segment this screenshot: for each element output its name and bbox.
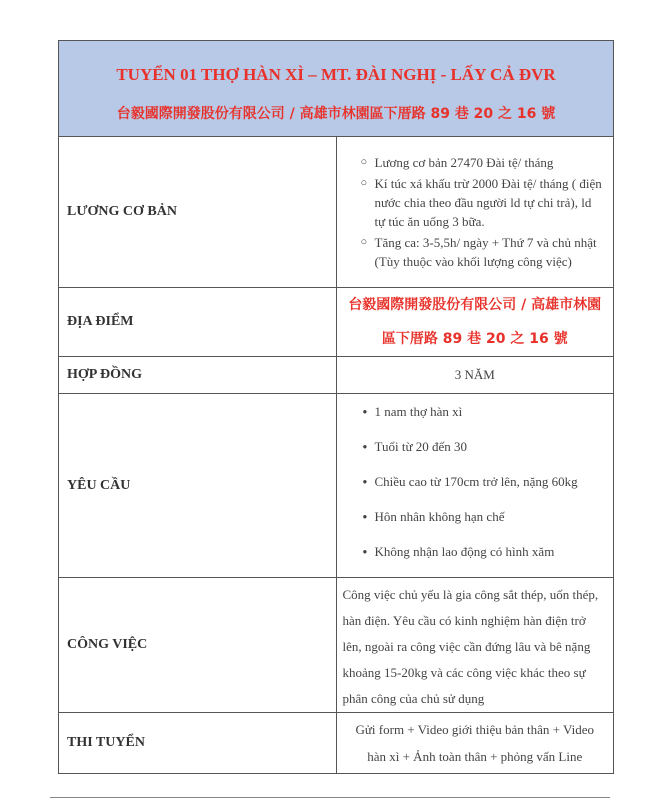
- job-row: [59, 578, 614, 713]
- location-content: [336, 288, 614, 357]
- exam-row: [59, 713, 614, 774]
- list-item: ● 1 nam thợ hàn xì: [363, 402, 604, 421]
- exam-label: THI TUYỂN: [59, 713, 337, 774]
- job-content: [336, 578, 614, 713]
- list-item: ○ Lương cơ bản 27470 Đài tệ/ tháng: [363, 153, 604, 172]
- list-item: ○ Tăng ca: 3-5,5h/ ngày + Thứ 7 và chủ nhật (Tùy thuộc vào khối lượng công việc): [363, 233, 604, 271]
- location-address: 台毅國際開發股份有限公司 / 高雄市林園區下厝路 89 巷 20 之 16 號: [348, 297, 602, 347]
- page-divider: [50, 797, 610, 798]
- contract-value: 3 NĂM: [336, 357, 614, 394]
- requirements-label: YÊU CẦU: [59, 394, 337, 578]
- requirements-list: [337, 402, 614, 561]
- location-label: ĐỊA ĐIỂM: [59, 288, 337, 357]
- job-table: [58, 40, 614, 774]
- exam-description: Gửi form + Video giới thiệu bản thân + Video hàn xì + Ảnh toàn thân + phỏng vấn Line: [355, 722, 594, 764]
- list-item: ○ Kí túc xá khấu trừ 2000 Đài tệ/ tháng ( điện nước chia theo đầu người ld tự chi trả), ld tự túc ăn uống 3 bữa.: [363, 174, 604, 231]
- company-address-header: 台毅國際開發股份有限公司 / 高雄市林園區下厝路 89 巷 20 之 16 號: [116, 105, 556, 122]
- requirements-row: [59, 394, 614, 578]
- job-posting-document: [58, 40, 614, 774]
- list-item: ● Chiều cao từ 170cm trở lên, nặng 60kg: [363, 472, 604, 491]
- job-description: Công việc chủ yếu là gia công sắt thép, uốn thép, hàn điện. Yêu cầu có kinh nghiệm hàn điện trở lên, ngoài ra công việc cần đứng lâu và bê nặng khoảng 15-20kg và các công việc khác theo sự phân công của chủ sử dụng: [342, 587, 599, 706]
- list-item: ● Hôn nhân không hạn chế: [363, 507, 604, 526]
- header-cell: [59, 41, 614, 137]
- contract-row: [59, 357, 614, 394]
- posting-title: TUYỂN 01 THỢ HÀN XÌ – MT. ĐÀI NGHỊ - LẤY CẢ ĐVR: [116, 64, 556, 84]
- location-row: [59, 288, 614, 357]
- job-label: CÔNG VIỆC: [59, 578, 337, 713]
- list-item: ● Không nhận lao động có hình xăm: [363, 542, 604, 561]
- exam-content: [336, 713, 614, 774]
- requirements-content: [336, 394, 614, 578]
- salary-list: [337, 153, 614, 271]
- list-item: ● Tuổi từ 20 đến 30: [363, 437, 604, 456]
- contract-label: HỢP ĐỒNG: [59, 357, 337, 394]
- salary-label: LƯƠNG CƠ BẢN: [59, 137, 337, 288]
- salary-row: [59, 137, 614, 288]
- salary-content: [336, 137, 614, 288]
